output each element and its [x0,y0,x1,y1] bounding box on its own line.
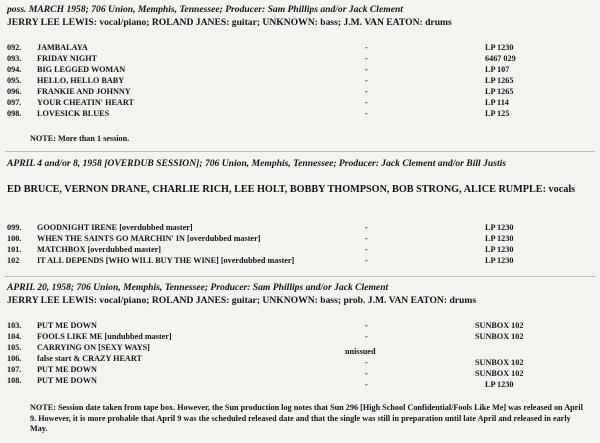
track-number: 105. [7,343,22,352]
track-title: HELLO, HELLO BABY [37,76,125,85]
track-issue: LP 107 [485,65,510,74]
track-number: 103. [7,321,22,330]
track-number: 094. [7,65,22,74]
track-number: 092. [7,43,22,52]
track-issue: SUNBOX 102 [475,358,524,367]
track-title: BIG LEGGED WOMAN [37,65,126,74]
track-dash: - [365,87,368,96]
track-dash: - [365,76,368,85]
session-header: poss. MARCH 1958; 706 Union, Memphis, Tennessee; Producer: Sam Phillips and/or Jack Clement [7,4,403,15]
track-title: false start & CRAZY HEART [37,354,142,363]
track-number: 100. [7,234,22,243]
track-title: PUT ME DOWN [37,321,97,330]
track-dash: - [365,223,368,232]
track-dash: - [365,54,368,63]
track-issue: LP 125 [485,109,510,118]
track-number: 099. [7,223,22,232]
track-title: PUT ME DOWN [37,376,97,385]
track-issue: LP 1230 [485,245,514,254]
track-row [7,344,150,352]
track-issue: LP 1230 [485,234,514,243]
track-number: 093. [7,54,22,63]
track-dash: - [365,109,368,118]
track-title: YOUR CHEATIN' HEART [37,98,134,107]
track-dash: - [365,358,368,367]
track-issue: SUNBOX 102 [475,321,524,330]
track-dash: - [365,43,368,52]
track-title: JAMBALAYA [37,43,88,52]
track-row [7,224,193,232]
track-dash: - [365,380,368,389]
track-number: 096. [7,87,22,96]
track-row [7,366,97,374]
track-row [7,88,131,96]
session-header: APRIL 4 and/or 8, 1958 [OVERDUB SESSION]; 706 Union, Memphis, Tennessee; Producer: Jack Clement and/or Bill Justis [7,158,507,169]
track-row [7,55,97,63]
track-title: GOODNIGHT IRENE [overdubbed master] [37,223,193,232]
section-divider [5,276,595,277]
track-number: 108. [7,376,22,385]
track-dash: - [365,321,368,330]
track-row [7,110,109,118]
track-issue: SUNBOX 102 [475,332,524,341]
track-dash: - [365,234,368,243]
track-number: 107. [7,365,22,374]
track-dash: - [365,369,368,378]
track-row [7,99,134,107]
track-row [7,377,97,385]
track-row [7,66,125,74]
track-title: PUT ME DOWN [37,365,97,374]
track-row [7,246,161,254]
track-issue: LP 1265 [485,76,514,85]
track-dash: - [365,256,368,265]
track-issue: LP 1230 [485,256,514,265]
track-number: 098. [7,109,22,118]
track-number: 106. [7,354,22,363]
session-header: APRIL 20, 1958; 706 Union, Memphis, Tennessee; Producer: Sam Phillips and/or Jack Clement [7,282,389,293]
track-number: 097. [7,98,22,107]
session-personnel: ED BRUCE, VERNON DRANE, CHARLIE RICH, LEE HOLT, BOBBY THOMPSON, BOB STRONG, ALICE RUMPLE: vocals [7,184,576,195]
track-issue: LP 114 [485,98,509,107]
session-note: NOTE: More than 1 session. [30,134,130,143]
track-title: FRANKIE AND JOHNNY [37,87,131,96]
track-title: LOVESICK BLUES [37,109,110,118]
track-issue: LP 1230 [485,380,514,389]
track-row [7,333,172,341]
track-issue: LP 1230 [485,43,514,52]
track-row [7,235,260,243]
track-issue: LP 1265 [485,87,514,96]
track-status: unissued [345,347,376,356]
track-dash: - [365,65,368,74]
session-note: NOTE: Session date taken from tape box. However, the Sun production log notes that Sun 296 [High School Confidential/Fools Like Me] was released on April 9. However, it is more probable that April 9 was the scheduled released date and that the single was still in preparation until late April and released in early May. [30,403,583,433]
track-row [7,257,294,265]
session-personnel: JERRY LEE LEWIS: vocal/piano; ROLAND JANES: guitar; UNKNOWN: bass; J.M. VAN EATON: drums [7,17,452,28]
track-number: 102 [7,256,20,265]
track-title: MATCHBOX [overdubbed master] [37,245,162,254]
session-personnel: JERRY LEE LEWIS: vocal/piano; ROLAND JANES: guitar; UNKNOWN: bass; prob. J.M. VAN EATON: drums [7,295,477,306]
track-dash: - [365,98,368,107]
track-issue: SUNBOX 102 [475,369,524,378]
section-divider [5,151,595,152]
track-row [7,355,142,363]
track-title: FOOLS LIKE ME [undubbed master] [37,332,172,341]
track-number: 095. [7,76,22,85]
track-title: WHEN THE SAINTS GO MARCHIN' IN [overdubbed master] [37,234,261,243]
track-row [7,322,97,330]
track-issue: 6467 029 [485,54,516,63]
track-title: CARRYING ON [SEXY WAYS] [37,343,150,352]
track-dash: - [365,332,368,341]
track-number: 104. [7,332,22,341]
track-title: FRIDAY NIGHT [37,54,98,63]
track-row [7,77,124,85]
track-dash: - [365,245,368,254]
track-number: 101. [7,245,22,254]
track-title: IT ALL DEPENDS [WHO WILL BUY THE WINE] [overdubbed master] [37,256,295,265]
track-row [7,44,88,52]
track-issue: LP 1230 [485,223,514,232]
